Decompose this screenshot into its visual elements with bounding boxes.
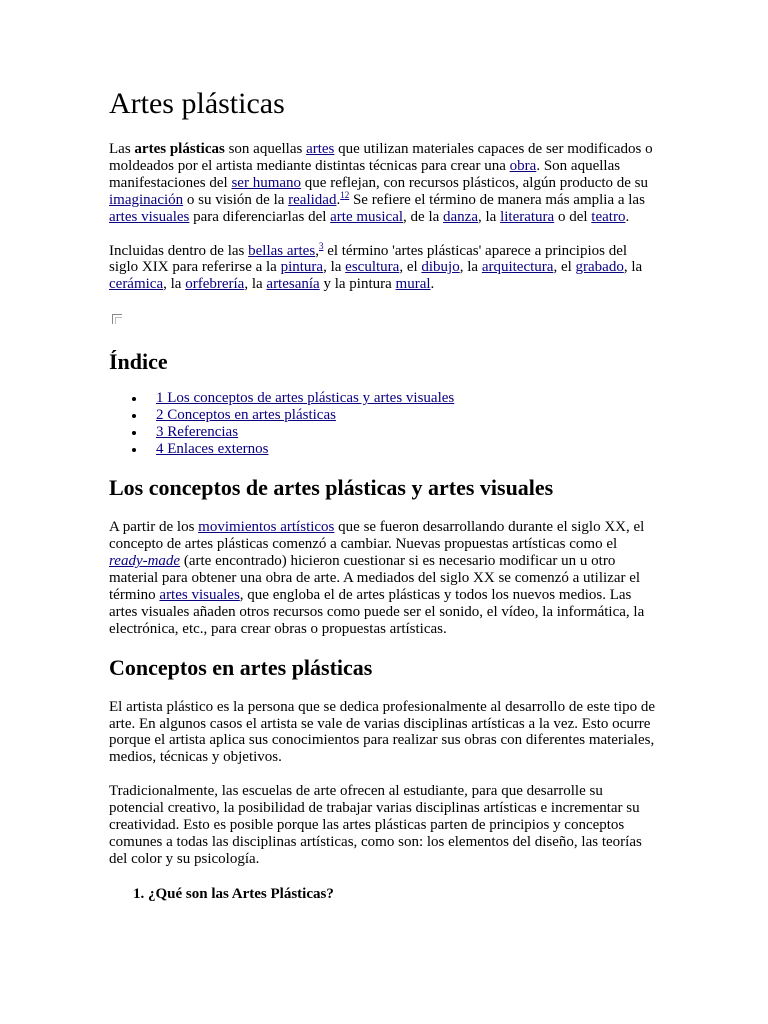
link-obra[interactable]: obra: [509, 157, 537, 174]
section2-heading: Conceptos en artes plásticas: [109, 654, 373, 680]
numbered-list: [109, 885, 657, 903]
section2-paragraph-1: El artista plástico es la persona que se dedica profesionalmente al desarrollo de este tipo de arte. En algunos casos el artista se vale de varias disciplinas artísticas a la vez. Esto ocurre porque el artista aplica sus conocimientos para realizar sus obras con diferentes materiales, medios, técnicas y objetivos.: [109, 698, 656, 766]
text: (arte encontrado) hicieron cuestionar si es necesario modificar un u otro material para obtener una obra de arte. A mediados del siglo XX se comenzó a utilizar el término: [109, 553, 641, 603]
text: Las: [109, 141, 135, 157]
toc-item: [156, 390, 657, 407]
intro-paragraph-1: [109, 141, 657, 226]
text: y la pintura: [319, 276, 396, 293]
text: , de la: [403, 208, 444, 225]
toc-link-2[interactable]: 2 Conceptos en artes plásticas: [156, 407, 336, 424]
link-bellas-artes[interactable]: bellas artes: [248, 242, 316, 259]
link-artesania[interactable]: artesanía: [266, 276, 320, 293]
text: .: [430, 276, 435, 293]
section1-heading: Los conceptos de artes plásticas y artes visuales: [109, 475, 554, 501]
text: . Son aquellas manifestaciones del: [109, 157, 621, 191]
text: , que engloba el de artes plásticas y todos los nuevos medios. Las artes visuales añaden otros recursos como puede ser el sonido, el vídeo, la informática, la electrónica, etc., para crear obras o propuestas artísticas.: [109, 586, 645, 637]
link-danza[interactable]: danza: [443, 208, 478, 225]
link-teatro[interactable]: teatro: [591, 208, 626, 225]
link-escultura[interactable]: escultura: [345, 259, 400, 276]
link-orfebreria[interactable]: orfebrería: [185, 276, 245, 293]
link-realidad[interactable]: realidad: [288, 191, 337, 208]
link-arte-musical[interactable]: arte musical: [330, 208, 404, 225]
text: Se refiere el término de manera más amplia a las: [349, 191, 645, 208]
text: , la: [163, 276, 186, 293]
section1-paragraph: [109, 519, 657, 637]
link-dibujo[interactable]: dibujo: [421, 259, 460, 276]
toc-item: [156, 424, 657, 441]
link-artes-visuales-2[interactable]: artes visuales: [159, 586, 240, 603]
broken-image-icon: [112, 314, 122, 324]
footnote-2[interactable]: 2: [344, 189, 350, 200]
text: ,: [315, 242, 319, 259]
text: el término 'artes plásticas' aparece a principios del siglo XIX para referirse a la: [109, 242, 628, 276]
text: A partir de los: [109, 519, 199, 536]
text: , el: [553, 259, 576, 276]
toc-link-4[interactable]: 4 Enlaces externos: [156, 441, 269, 458]
bullet-icon: [132, 431, 136, 435]
link-imaginacion[interactable]: imaginación: [109, 191, 184, 208]
text: , la: [244, 276, 267, 293]
text: , el: [399, 259, 422, 276]
link-ceramica[interactable]: cerámica: [109, 276, 164, 293]
intro-paragraph-2: [109, 240, 657, 294]
text: , la: [323, 259, 346, 276]
section2-paragraph-2: Tradicionalmente, las escuelas de arte ofrecen al estudiante, para que desarrolle su potencial creativo, la posibilidad de trabajar varias disciplinas artísticas e incrementar su creatividad. Esto es posible porque las artes plásticas parten de principios y conceptos comunes a todas las disciplinas artísticas, como son: los elementos del diseño, las teorías del color y su psicología.: [109, 783, 642, 867]
link-ser-humano[interactable]: ser humano: [231, 174, 302, 191]
text: .: [336, 191, 341, 208]
text: que utilizan materiales capaces de ser modificados o moldeados por el artista mediante distintas técnicas para crear una: [109, 141, 653, 174]
link-mural[interactable]: mural: [395, 276, 431, 293]
link-artes[interactable]: artes: [306, 141, 335, 157]
text: o del: [554, 208, 592, 225]
link-literatura[interactable]: literatura: [500, 208, 555, 225]
toc-link-3[interactable]: 3 Referencias: [156, 424, 239, 441]
article-content: [109, 84, 657, 903]
list-item: 1. ¿Qué son las Artes Plásticas?: [133, 885, 334, 902]
link-ready-made[interactable]: ready-made: [109, 553, 181, 570]
footnote-3[interactable]: 3: [318, 240, 324, 251]
text: que se fueron desarrollando durante el siglo XX, el concepto de artes plásticas comenzó a cambiar. Nuevas propuestas artísticas como el: [109, 519, 645, 553]
footnote-1[interactable]: 1: [340, 189, 345, 200]
link-grabado[interactable]: grabado: [575, 259, 624, 276]
text: Incluidas dentro de las: [109, 242, 249, 259]
toc-link-1[interactable]: 1 Los conceptos de artes plásticas y artes visuales: [156, 390, 455, 407]
bold-term: artes plásticas: [134, 141, 225, 157]
link-pintura[interactable]: pintura: [280, 259, 324, 276]
text: que reflejan, con recursos plásticos, algún producto de su: [301, 174, 649, 191]
text: , la: [623, 259, 643, 276]
link-artes-visuales[interactable]: artes visuales: [109, 208, 190, 225]
table-of-contents: [109, 390, 657, 458]
bullet-icon: [132, 448, 136, 452]
toc-item: [156, 407, 657, 424]
toc-item: [156, 441, 657, 458]
text: para diferenciarlas del: [189, 208, 331, 225]
text: o su visión de la: [183, 191, 289, 208]
text: .: [625, 208, 630, 225]
link-arquitectura[interactable]: arquitectura: [481, 259, 554, 276]
link-movimientos-artisticos[interactable]: movimientos artísticos: [198, 519, 335, 536]
text: son aquellas: [224, 141, 307, 157]
bullet-icon: [132, 414, 136, 418]
text: , la: [478, 208, 501, 225]
page-title: Artes plásticas: [109, 87, 285, 120]
text: , la: [459, 259, 482, 276]
bullet-icon: [132, 397, 136, 401]
toc-heading: Índice: [109, 349, 168, 375]
